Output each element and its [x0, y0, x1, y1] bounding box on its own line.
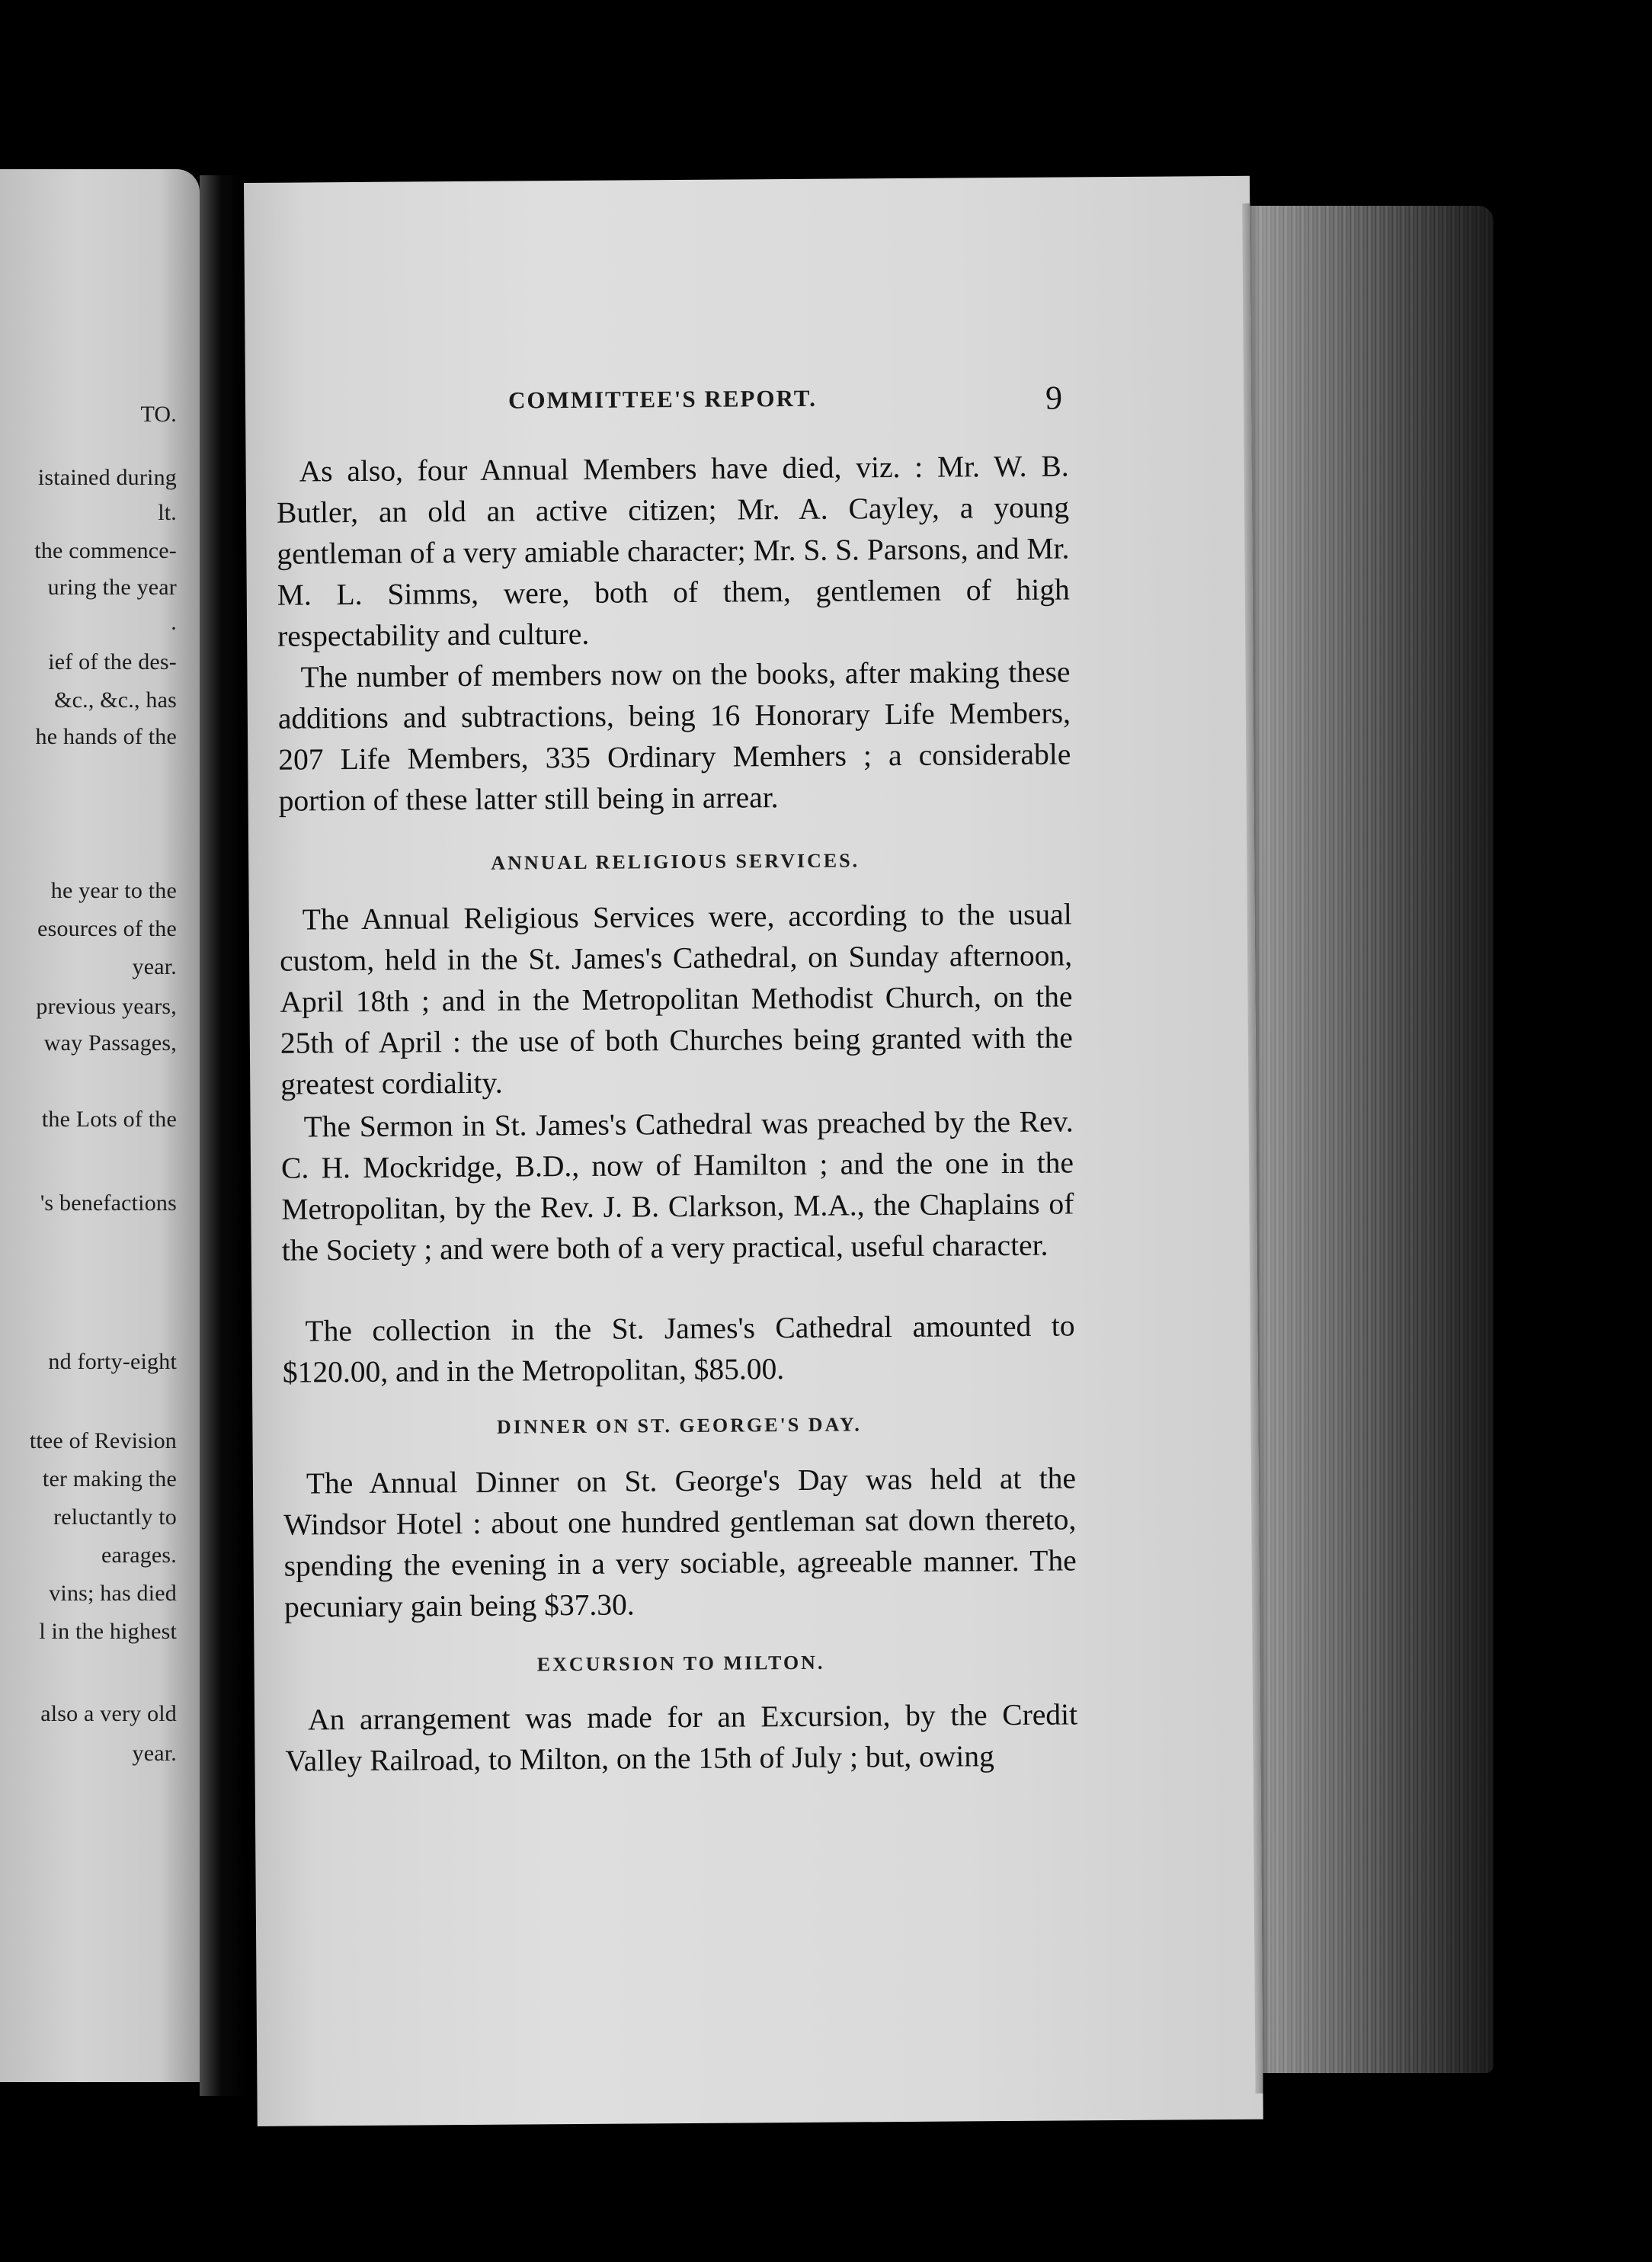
previous-page-line: he hands of the	[35, 724, 177, 749]
previous-page-line: 's benefactions	[40, 1190, 177, 1216]
previous-page-line: he year to the	[50, 878, 177, 903]
previous-page-line: also a very old	[40, 1701, 177, 1726]
section-heading: EXCURSION TO MILTON.	[536, 1651, 825, 1676]
section-religious-services	[279, 847, 1071, 876]
section-heading: ANNUAL RELIGIOUS SERVICES.	[491, 849, 860, 874]
previous-page-line: uring the year	[47, 575, 177, 600]
previous-page-line: .	[171, 610, 177, 635]
para-membership	[277, 651, 1071, 821]
page-number: 9	[1045, 379, 1063, 417]
previous-page-line: earages.	[101, 1543, 177, 1568]
page-header	[245, 379, 1251, 427]
previous-page	[0, 169, 200, 2082]
current-page	[244, 176, 1263, 2126]
paragraph: The Annual Religious Services were, according to the usual custom, held in the St. James's Cathedral, on Sunday afternoon, April 18th ; and in the Metropolitan Methodist Church, on the 25th of April : the use of both Churches being granted with the greatest cordiality.	[279, 897, 1074, 1101]
section-dinner	[283, 1411, 1075, 1440]
previous-page-line: ter making the	[42, 1466, 177, 1491]
paragraph: The number of members now on the books, after making these additions and subtractions, being 16 Honorary Life Members, 207 Life Members, 335 Ordinary Memhers ; a considerable portion of these latter still being in arrear.	[277, 655, 1071, 818]
paragraph: As also, four Annual Members have died, viz. : Mr. W. B. Butler, an old an active citizen; Mr. A. Cayley, a young gentleman of a very amiable character; Mr. S. S. Parsons, and Mr. M. L. Simms, were, both of them, gentlemen of high respectability and culture.	[276, 449, 1070, 653]
previous-page-line: l in the highest	[39, 1619, 177, 1644]
previous-page-line: year.	[132, 954, 177, 979]
previous-page-line: istained during	[37, 465, 177, 490]
previous-page-line: TO.	[140, 402, 177, 427]
book-gutter	[200, 175, 247, 2096]
paragraph: An arrangement was made for an Excursion, by the Credit Valley Railroad, to Milton, on the 15th of July ; but, owing	[285, 1697, 1078, 1778]
para-collection	[282, 1305, 1075, 1392]
running-head: COMMITTEE'S REPORT.	[507, 384, 818, 414]
previous-page-line: reluctantly to	[53, 1504, 177, 1530]
previous-page-line: year.	[132, 1741, 177, 1766]
previous-page-line: ief of the des-	[48, 649, 177, 674]
previous-page-line: the Lots of the	[41, 1107, 177, 1132]
previous-page-line: the commence-	[34, 538, 177, 563]
previous-page-text	[0, 169, 200, 2082]
para-excursion	[285, 1693, 1078, 1781]
previous-page-line: way Passages,	[43, 1030, 177, 1056]
previous-page-line: nd forty-eight	[48, 1349, 177, 1374]
page-edges-shadow	[1242, 206, 1494, 2073]
para-services	[280, 893, 1074, 1104]
section-heading: DINNER ON ST. GEORGE'S DAY.	[496, 1413, 862, 1438]
page-content	[244, 176, 1263, 2126]
previous-page-line: esources of the	[37, 916, 177, 941]
previous-page-line: vins; has died	[49, 1581, 177, 1606]
para-sermon	[280, 1101, 1074, 1270]
previous-page-line: &c., &c., has	[54, 687, 177, 713]
previous-page-line: ttee of Revision	[29, 1428, 177, 1453]
previous-page-line: lt.	[158, 500, 177, 525]
paragraph: The Annual Dinner on St. George's Day was held at the Windsor Hotel : about one hundred gentleman sat down thereto, spending the evening in a very sociable, agreeable manner. The pecuniary gain being $37.30.	[283, 1461, 1077, 1624]
paragraph: The collection in the St. James's Cathedral amounted to $120.00, and in the Metropolitan, $85.00.	[282, 1309, 1075, 1389]
previous-page-line: previous years,	[36, 994, 177, 1019]
para-deaths	[276, 445, 1070, 656]
section-excursion	[284, 1649, 1077, 1677]
para-dinner	[283, 1457, 1077, 1627]
paragraph: The Sermon in St. James's Cathedral was preached by the Rev. C. H. Mockridge, B.D., now of Hamilton ; and the one in the Metropolitan, by the Rev. J. B. Clarkson, M.A., the Chaplains of the Society ; and were both of a very practical, useful character.	[280, 1104, 1074, 1267]
